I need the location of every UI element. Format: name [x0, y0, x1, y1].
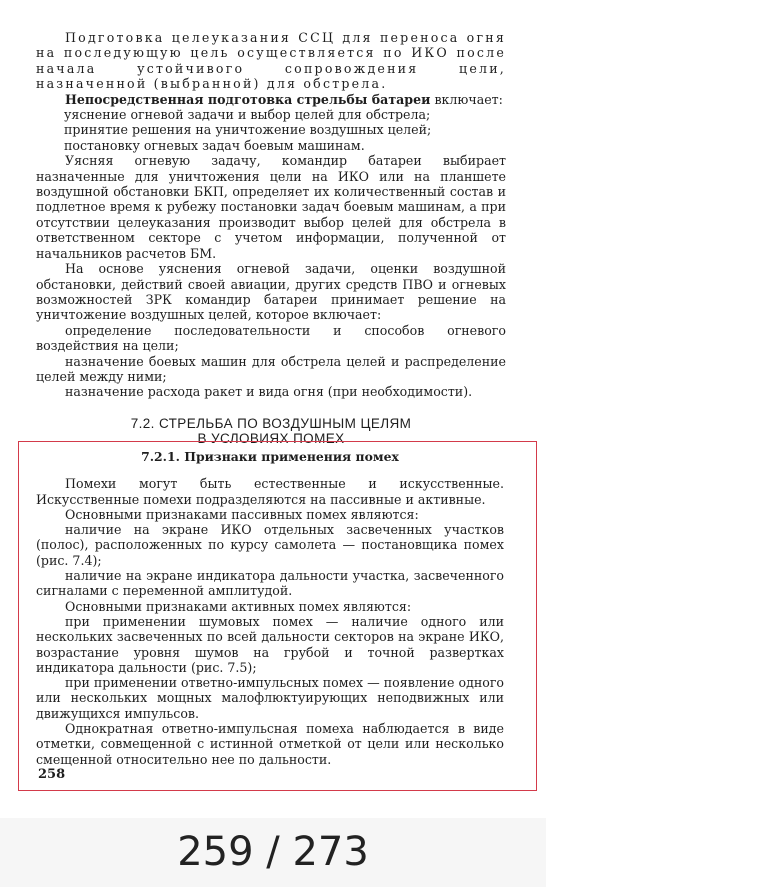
paragraph: Основными признаками активных помех являются: — [65, 598, 412, 614]
chapter-title-line: В УСЛОВИЯХ ПОМЕХ — [197, 430, 345, 446]
list-item: при применении ответно-импульсных помех — появление одного или нескольких мощных малофлюктуирующих неподвижных или движущихся импульсов. — [36, 675, 504, 721]
paragraph: Однократная ответно-импульсная помеха наблюдается в виде отметки, совмещенной с истинной отметкой от цели или несколько смещенной относительно нее по дальности. — [36, 721, 504, 767]
paragraph-bold-lead: Непосредственная подготовка стрельбы батареи включает: — [65, 91, 503, 107]
paragraph: Основными признаками пассивных помех являются: — [65, 506, 419, 522]
list-item: назначение расхода ракет и вида огня (при необходимости). — [65, 384, 473, 400]
list-item: наличие на экране индикатора дальности участка, засвеченного сигналами с переменной амплитудой. — [36, 568, 504, 599]
list-item: определение последовательности и способов огневого воздействия на цели; — [36, 322, 506, 354]
section-block — [36, 449, 504, 767]
list-item: постановку огневых задач боевым машинам. — [64, 137, 365, 153]
paragraph: Уясняя огневую задачу, командир батареи выбирает назначенные для уничтожения цели на ИКО или на планшете воздушной обстановки БКП, определяет их количественный состав и подлетное время к рубежу постановки задач боевым машинам, а при отсутствии целеуказания производит выбор целей для обстрела в ответственном секторе с учетом информации, полученной от начальников расчетов БМ. — [36, 153, 506, 261]
section-title: 7.2.1. Признаки применения помех — [141, 449, 399, 464]
list-item: назначение боевых машин для обстрела целей и распределение целей между ними; — [36, 353, 506, 384]
bold-lead: Непосредственная подготовка стрельбы батареи — [65, 91, 431, 107]
chapter-title-line: 7.2. СТРЕЛЬБА ПО ВОЗДУШНЫМ ЦЕЛЯМ — [130, 415, 412, 431]
list-item: принятие решения на уничтожение воздушных целей; — [64, 122, 432, 138]
document-page — [36, 30, 506, 446]
page-number: 258 — [38, 767, 66, 782]
paragraph: Помехи могут быть естественные и искусственные. Искусственные помехи подразделяются на пассивные и активные. — [36, 476, 504, 507]
list-item: уяснение огневой задачи и выбор целей для обстрела; — [64, 107, 431, 123]
paragraph: На основе уяснения огневой задачи, оценки воздушной обстановки, действий своей авиации, других средств ПВО и огневых возможностей ЗРК командир батареи принимает решение на уничтожение воздушных целей, которое включает: — [36, 261, 506, 323]
list-item: при применении шумовых помех — наличие одного или нескольких засвеченных по всей дальности секторов на экране ИКО, возрастание уровня шумов на грубой и точной развертках индикатора дальности (рис. 7.5); — [36, 613, 504, 675]
list-item: наличие на экране ИКО отдельных засвеченных участков (полос), расположенных по курсу самолета — постановщика помех (рис. 7.4); — [36, 522, 504, 568]
page-counter: 259 / 273 — [177, 829, 369, 875]
paragraph: Подготовка целеуказания ССЦ для переноса огня на последующую цель осуществляется по ИКО после начала устойчивого сопровождения цели, назначенной (выбранной) для обстрела. — [36, 30, 506, 92]
